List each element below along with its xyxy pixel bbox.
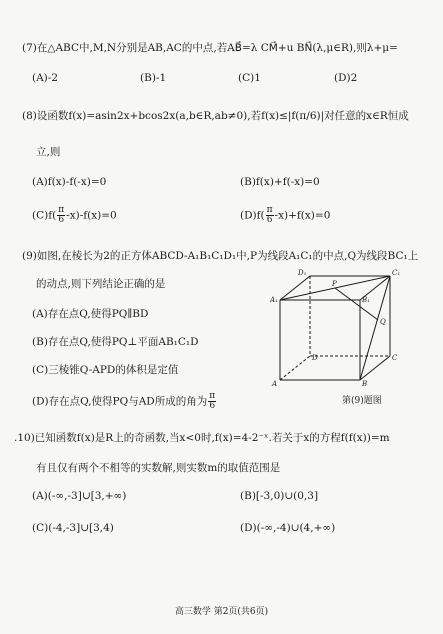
q9-option-a: (A)存在点Q,使得PQ∥BD <box>32 308 149 320</box>
label-c1: C₁ <box>392 269 401 277</box>
q8-stem-cont: 立,则 <box>36 146 61 158</box>
q7-option-a: (A)-2 <box>32 72 59 84</box>
label-a: A <box>272 380 278 388</box>
q9-stem: (9)如图,在棱长为2的正方体ABCD-A₁B₁C₁D₁中,P为线段A₁C₁的中点,Q为线段BC₁上 <box>22 250 419 262</box>
label-b: B <box>362 380 368 388</box>
label-d1: D₁ <box>298 269 307 277</box>
pi-over-6-fraction: $\frac{\pi}{6}$ <box>58 205 65 225</box>
pi-over-6-fraction: $\frac{\pi}{6}$ <box>209 391 216 411</box>
q10-stem: .10)已知函数f(x)是R上的奇函数,当x<0时,f(x)=4-2⁻ˣ.若关于x的方程f(f(x))=m <box>14 432 390 444</box>
q8-option-d: (D)f( $\frac{\pi}{6}$ -x)+f(x)=0 <box>240 205 331 225</box>
cube-figure <box>270 266 410 388</box>
q7-option-b: (B)-1 <box>140 72 167 84</box>
q9-option-d: (D)存在点Q,使得PQ与AD所成的角为 $\frac{\pi}{6}$ <box>32 391 216 411</box>
q10-stem-cont: 有且仅有两个不相等的实数解,则实数m的取值范围是 <box>36 462 281 474</box>
label-a1: A₁ <box>270 296 278 304</box>
label-q: Q <box>380 318 386 326</box>
q9-option-b: (B)存在点Q,使得PQ⊥平面AB₁C₁D <box>32 336 199 348</box>
q8-option-b: (B)f(x)+f(-x)=0 <box>240 176 320 188</box>
label-b1: B₁ <box>362 296 370 304</box>
label-d: D <box>312 354 318 362</box>
q8-option-c: (C)f( $\frac{\pi}{6}$ -x)-f(x)=0 <box>32 205 117 225</box>
q9-option-c: (C)三棱锥Q-APD的体积是定值 <box>32 364 179 376</box>
q10-option-d: (D)(-∞,-4)∪(4,+∞) <box>240 522 336 534</box>
label-p: P <box>332 280 337 288</box>
q10-option-a: (A)(-∞,-3]∪[3,+∞) <box>32 490 127 502</box>
q10-option-b: (B)[-3,0)∪(0,3] <box>240 490 319 502</box>
q10-option-c: (C)(-4,-3]∪[3,4) <box>32 522 114 534</box>
q7-stem: (7)在△ABC中,M,N分别是AB,AC的中点,若AB⃗=λ CM⃗+u BN⃗(λ,μ∈R),则λ+μ= <box>22 42 398 54</box>
figure-caption: 第(9)题图 <box>342 396 382 406</box>
q9-stem-cont: 的动点,则下列结论正确的是 <box>36 278 166 290</box>
q7-option-d: (D)2 <box>334 72 358 84</box>
page-footer: 高三数学 第2页(共6页) <box>174 607 269 617</box>
q8-option-a: (A)f(x)-f(-x)=0 <box>32 176 107 188</box>
label-c: C <box>392 354 398 362</box>
q7-option-c: (C)1 <box>238 72 261 84</box>
pi-over-6-fraction: $\frac{\pi}{6}$ <box>266 205 273 225</box>
q8-stem: (8)设函数f(x)=asin2x+bcos2x(a,b∈R,ab≠0),若f(x)≤|f(π/6)|对任意的x∈R恒成 <box>22 110 409 122</box>
